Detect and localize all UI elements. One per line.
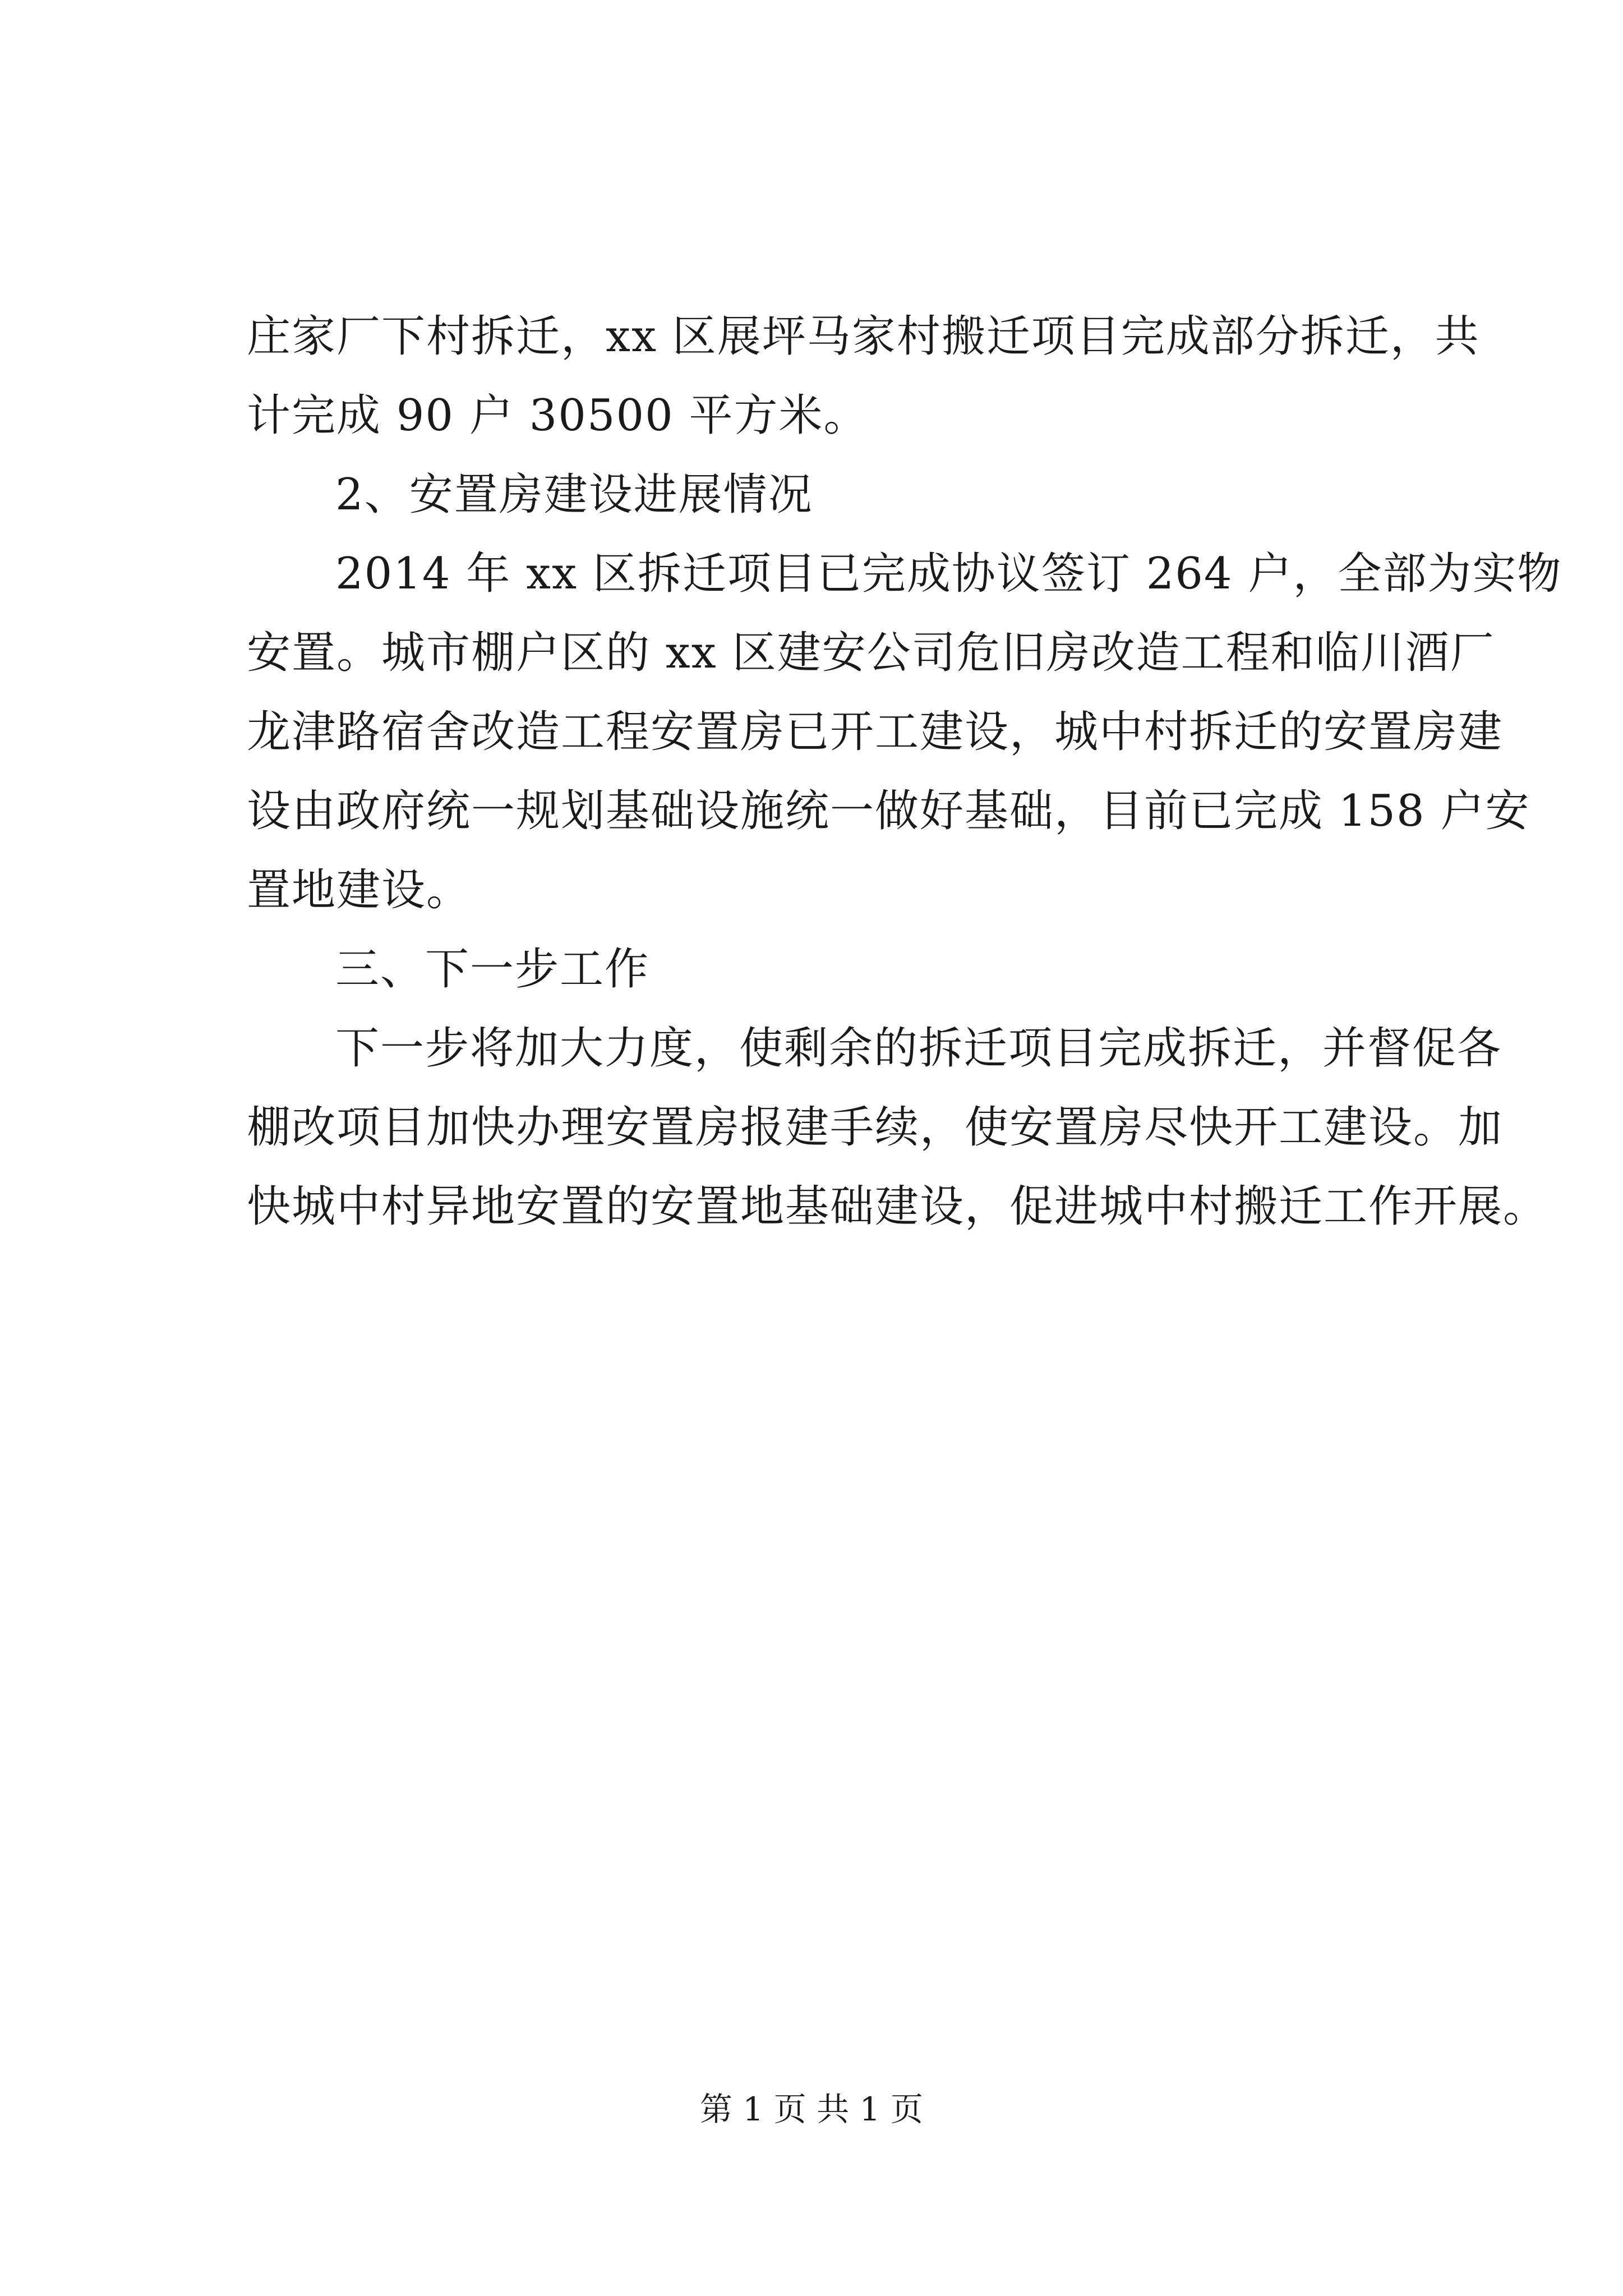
paragraph-line: 快城中村异地安置的安置地基础建设，促进城中村搬迁工作开展。 [247,1181,1548,1232]
paragraph-line: 安置。城市棚户区的 xx 区建安公司危旧房改造工程和临川酒厂 [247,628,1495,678]
section-heading: 2、安置房建设进展情况 [335,470,813,520]
document-body [247,297,1562,1246]
paragraph-line: 2014 年 xx 区拆迁项目已完成协议签订 264 户，全部为实物 [335,549,1562,599]
paragraph-line: 置地建设。 [247,865,472,915]
paragraph-line: 庄家厂下村拆迁，xx 区展坪马家村搬迁项目完成部分拆迁，共 [247,311,1480,362]
page-footer: 第 1 页 共 1 页 [700,2090,923,2128]
paragraph-line: 设由政府统一规划基础设施统一做好基础，目前已完成 158 户安 [247,786,1530,836]
paragraph-line: 棚改项目加快办理安置房报建手续，使安置房尽快开工建设。加 [247,1102,1504,1153]
paragraph-line: 下一步将加大力度，使剩余的拆迁项目完成拆迁，并督促各 [335,1023,1502,1074]
paragraph-line: 龙津路宿舍改造工程安置房已开工建设，城中村拆迁的安置房建 [247,707,1504,757]
paragraph-line: 计完成 90 户 30500 平方米。 [247,390,869,441]
section-heading: 三、下一步工作 [335,944,650,995]
